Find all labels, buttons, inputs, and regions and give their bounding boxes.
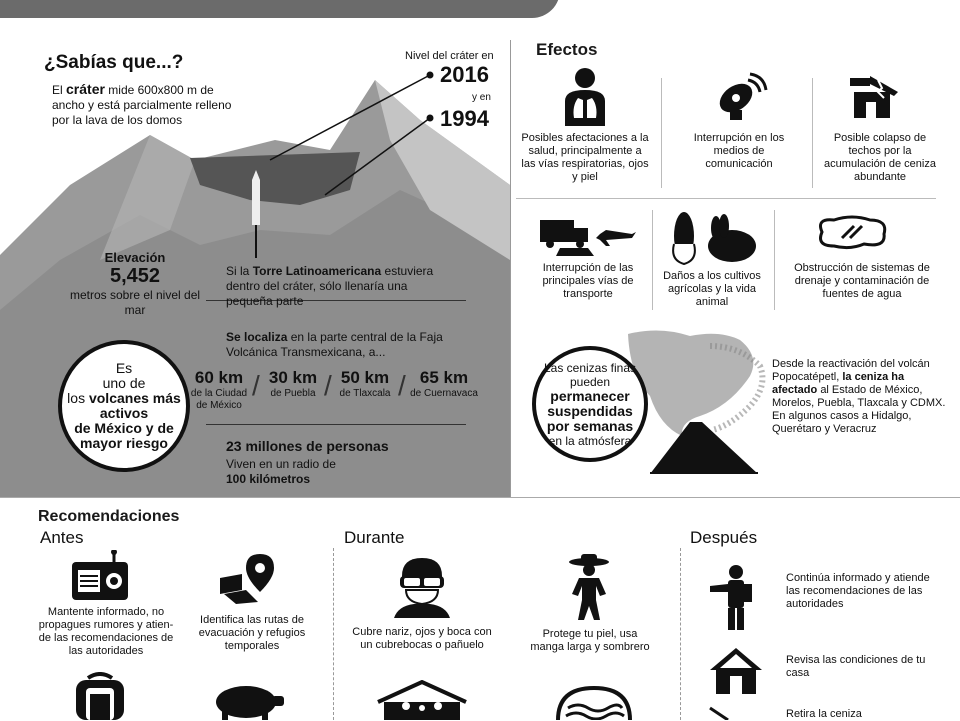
rec-revisa-casa: Revisa las condiciones de tu casa [786, 654, 926, 679]
effect-divider [812, 78, 813, 188]
distance-puebla: 30 km de Puebla [268, 368, 318, 399]
torre-text: Si la Torre Latinoamericana estuviera dentro del cráter, sólo llenaría una pequeña parte [226, 264, 434, 308]
population-count: 23 millones de personas [226, 438, 389, 454]
ash-affected-text: Desde la reactivación del volcán Popocatépetl, la ceniza ha afectado al Estado de México, Morelos, Puebla, Tlaxcala y CDMX. En algunos casos a Hidalgo, Querétaro y Veracruz [772, 358, 946, 435]
effect-divider [661, 78, 662, 188]
person-pointing-icon [708, 564, 754, 630]
rec-cubre-nariz: Cubre nariz, ojos y boca con un cubrebocas o pañuelo [352, 626, 492, 651]
transport-icon [536, 212, 636, 258]
effect-divider [516, 198, 936, 199]
broom-icon [708, 706, 738, 720]
efecto-transporte: Interrupción de las principales vías de transporte [542, 262, 634, 300]
distance-cuernavaca: 65 km de Cuernavaca [410, 368, 478, 399]
antes-title: Antes [40, 528, 84, 547]
hat-person-icon [566, 554, 612, 622]
house-icon [708, 646, 764, 696]
water-tank-icon [554, 684, 634, 720]
person-lungs-icon [560, 66, 610, 126]
corn-rabbit-icon [664, 206, 760, 266]
pig-icon [206, 680, 288, 720]
sabias-title: ¿Sabías que...? [44, 52, 184, 73]
recomendaciones-title: Recomendaciones [38, 508, 180, 525]
map-pin-icon [218, 552, 278, 604]
crater-text: El cráter mide 600x800 m de ancho y está parcialmente relleno por la lava de los domos [52, 81, 232, 127]
elevation-value: 5,452 [109, 265, 161, 287]
family-shelter-icon [376, 680, 468, 720]
localiza-text: Se localiza en la parte central de la Faja Volcánica Transmexicana, a... [226, 330, 443, 359]
slash-divider: / [324, 370, 332, 401]
nivel-label: Nivel del cráter en [405, 50, 494, 62]
slash-divider: / [252, 370, 260, 401]
section-divider [0, 497, 960, 498]
effect-divider [652, 210, 653, 310]
year-1994: 1994 [440, 106, 489, 131]
column-divider [680, 548, 681, 720]
active-volcano-badge: Es uno de los volcanes más activos de México y de mayor riesgo [58, 340, 190, 472]
efecto-salud: Posibles afectaciones a la salud, principalmente a las vías respiratorias, ojos y piel [521, 132, 649, 183]
rec-continua-informado: Continúa informado y atiende las recomendaciones de las autoridades [786, 572, 930, 610]
rec-informado: Mantente informado, no propagues rumores y atien- de las recomendaciones de las autoridades [38, 606, 174, 657]
y-en-label: y en [472, 92, 491, 103]
efecto-techos: Posible colapso de techos por la acumulación de ceniza abundante [824, 132, 936, 183]
mask-goggles-icon [392, 556, 452, 618]
satellite-dish-icon [712, 68, 768, 124]
efecto-drenaje: Obstrucción de sistemas de drenaje y contaminación de fuentes de agua [794, 262, 930, 300]
effect-divider [774, 210, 775, 310]
efectos-title: Efectos [536, 40, 598, 59]
elevation-label: Elevación [104, 250, 166, 265]
population-radius: Viven en un radio de 100 kilómetros [226, 457, 336, 486]
year-2016: 2016 [440, 62, 489, 87]
house-collapse-icon [848, 74, 900, 120]
column-divider [333, 548, 334, 720]
elevation-block [60, 250, 210, 318]
distance-cdmx: 60 km de la Ciudad de México [190, 368, 248, 411]
rec-protege-piel: Protege tu piel, usa manga larga y sombrero [530, 628, 650, 653]
radio-icon [70, 550, 130, 602]
ash-persistence-badge: Las cenizas finas pueden permanecer suspendidas por semanas en la atmósfera [532, 346, 648, 462]
section-divider [510, 40, 511, 498]
efecto-cultivos: Daños a los cultivos agrícolas y la vida animal [663, 270, 761, 308]
despues-title: Después [690, 528, 758, 547]
drain-icon [814, 214, 890, 250]
durante-title: Durante [344, 528, 405, 547]
elevation-unit: metros sobre el nivel del mar [69, 288, 201, 317]
rec-rutas: Identifica las rutas de evacuación y refugios temporales [198, 614, 306, 652]
distance-tlaxcala: 50 km de Tlaxcala [339, 368, 391, 399]
efecto-comunicacion: Interrupción en los medios de comunicación [693, 132, 785, 170]
slash-divider: / [398, 370, 406, 401]
rec-retira-ceniza: Retira la ceniza [786, 708, 862, 720]
backpack-icon [68, 672, 132, 720]
